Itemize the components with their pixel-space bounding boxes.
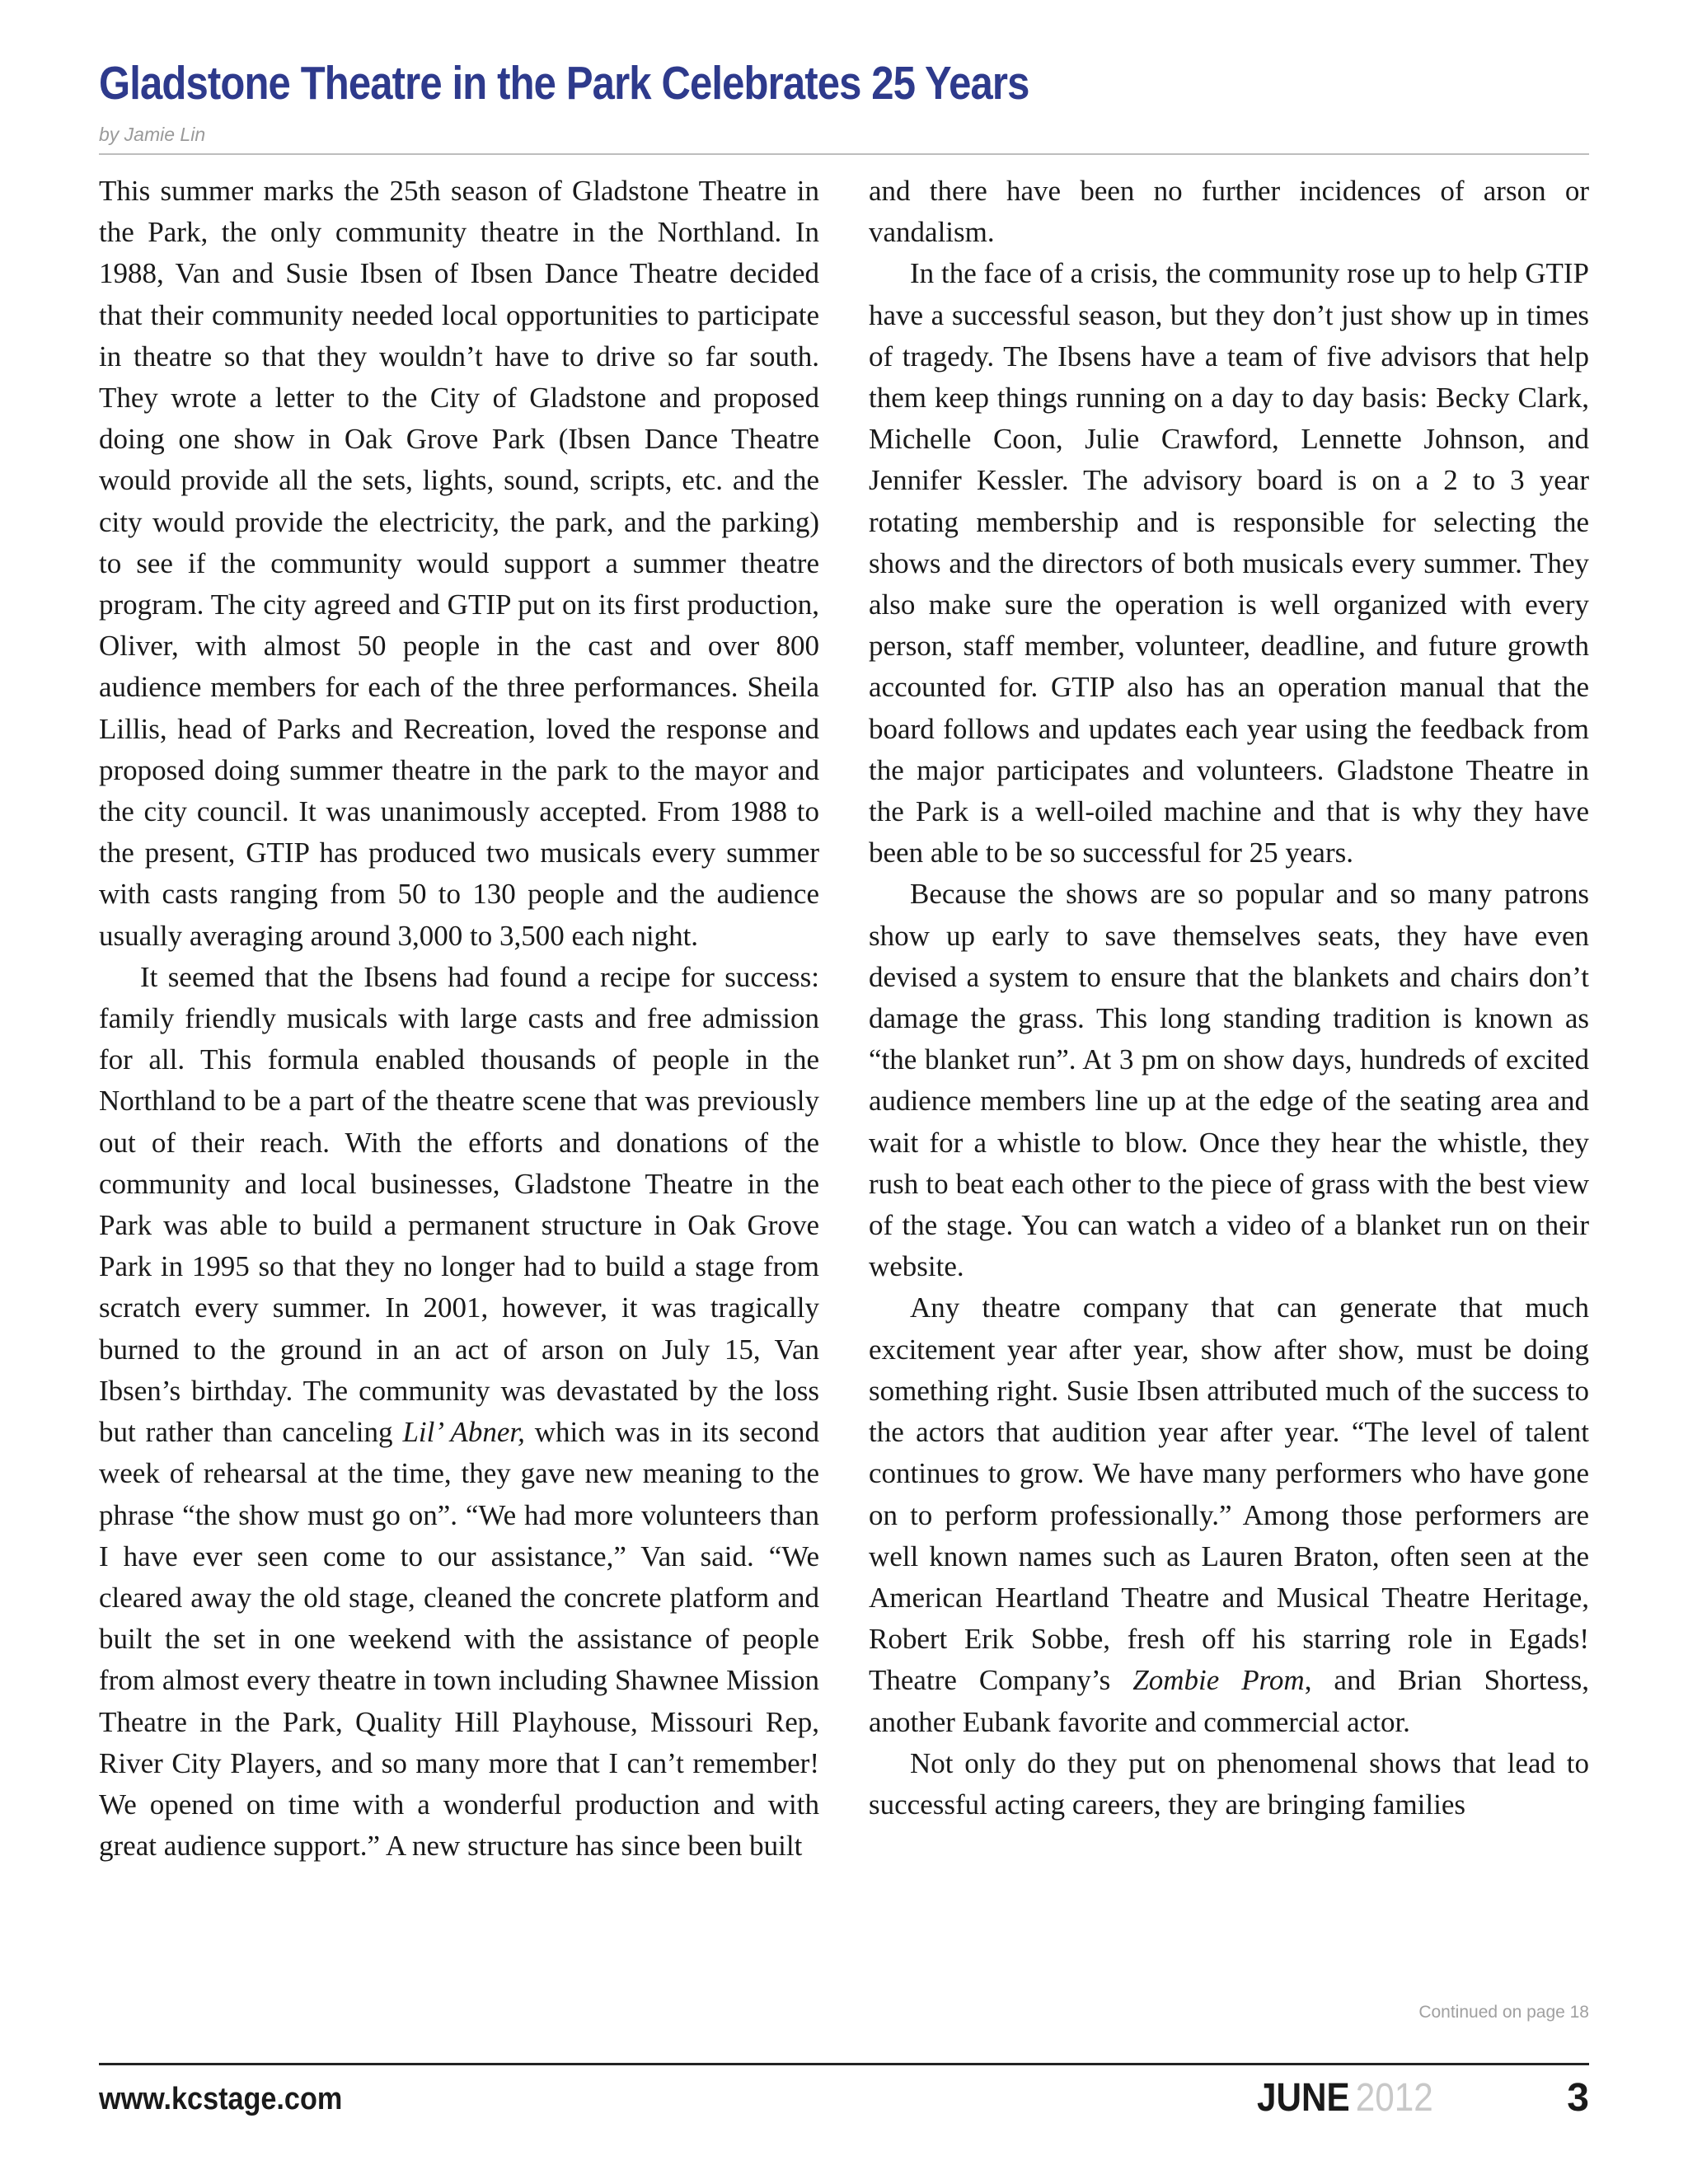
website-url[interactable]: www.kcstage.com — [99, 2082, 343, 2116]
issue-year: 2012 — [1355, 2076, 1433, 2120]
paragraph — [869, 1287, 1589, 1742]
article-title: Gladstone Theatre in the Park Celebrates 25 Years — [99, 57, 1029, 110]
footer-divider — [99, 2063, 1589, 2065]
show-title: Lil’ Abner, — [402, 1416, 525, 1449]
continued-note: Continued on page 18 — [1418, 2003, 1589, 2022]
paragraph: In the face of a crisis, the community rose up to help GTIP have a successful season, but they don’t just show up in times of tragedy. The Ibsens have a team of five advisors that help them keep things running on a day to day basis: Becky Clark, Michelle Coon, Julie Crawford, Lennette Johnson, and Jennifer Kessler. The advisory board is on a 2 to 3 year rotating membership and is responsible for selecting the shows and the directors of both musicals every summer. They also make sure the operation is well organized with every person, staff member, volunteer, deadline, and future growth accounted for. GTIP also has an operation manual that the board follows and updates each year using the feedback from the major participates and volunteers. Gladstone Theatre in the Park is a well-oiled machine and that is why they have been able to be so successful for 25 years. — [869, 257, 1589, 869]
paragraph-text: , and Brian Shortess, another Eubank favorite and commercial actor. — [869, 1664, 1590, 1738]
paragraph-text: Any theatre company that can generate that much excitement year after year, show after show, must be doing something right. Susie Ibsen attributed much of the success to the actors that audition year after year. “The level of talent continues to grow. We have many performers who have gone on to perform professionally.” Among those performers are well known names such as Lauren Braton, often seen at the American Heartland Theatre and Musical Theatre Heritage, Robert Erik Sobbe, fresh off his starring role in Egads! Theatre Company’s — [869, 1291, 1589, 1697]
paragraph — [99, 957, 819, 1867]
issue-month: JUNE — [1257, 2076, 1350, 2120]
paragraph: Not only do they put on phenomenal shows that lead to successful acting careers, they are bringing families — [869, 1746, 1589, 1821]
paragraph: Because the shows are so popular and so many patrons show up early to save themselves seats, they have even devised a system to ensure that the blankets and chairs don’t damage the grass. This long standing tradition is known as “the blanket run”. At 3 pm on show days, hundreds of excited audience members line up at the edge of the seating area and wait for a whistle to blow. Once they hear the whistle, they rush to beat each other to the piece of grass with the best view of the stage. You can watch a video of a blanket run on their website. — [869, 878, 1589, 1283]
show-title: Zombie Prom — [1132, 1664, 1305, 1697]
article-column-right — [869, 171, 1589, 1825]
paragraph-text: It seemed that the Ibsens had found a recipe for success: family friendly musicals with large casts and free admission for all. This formula enabled thousands of people in the Northland to be a part of the theatre scene that was previously out of their reach. With the efforts and donations of the community and local businesses, Gladstone Theatre in the Park was able to build a permanent structure in Oak Grove Park in 1995 so that they no longer had to build a stage from scratch every summer. In 2001, however, it was tragically burned to the ground in an act of arson on July 15, Van Ibsen’s birthday. The community was devastated by the loss but rather than canceling — [99, 960, 819, 1449]
page-number: 3 — [1567, 2076, 1589, 2120]
issue-date — [1257, 2075, 1433, 2121]
paragraph: This summer marks the 25th season of Gladstone Theatre in the Park, the only community theatre in the Northland. In 1988, Van and Susie Ibsen of Ibsen Dance Theatre decided that their community needed local opportunities to participate in theatre so that they wouldn’t have to drive so far south. They wrote a letter to the City of Gladstone and proposed doing one show in Oak Grove Park (Ibsen Dance Theatre would provide all the sets, lights, sound, scripts, etc. and the city would provide the electricity, the park, and the parking) to see if the community would support a summer theatre program. The city agreed and GTIP put on its first production, Oliver, with almost 50 people in the cast and over 800 audience members for each of the three performances. Sheila Lillis, head of Parks and Recreation, loved the response and proposed doing summer theatre in the park to the mayor and the city council. It was unanimously accepted. From 1988 to the present, GTIP has produced two musicals every summer with casts ranging from 50 to 130 people and the audience usually averaging around 3,000 to 3,500 each night. — [99, 175, 819, 952]
paragraph: and there have been no further incidences of arson or vandalism. — [869, 175, 1589, 249]
byline: by Jamie Lin — [99, 124, 206, 145]
article-column-left — [99, 171, 819, 1867]
header-divider — [99, 153, 1589, 155]
paragraph-text: which was in its second week of rehearsal at the time, they gave new meaning to the phrase “the show must go on”. “We had more volunteers than I have ever seen come to our assistance,” Van said. “We cleared away the old stage, cleaned the concrete platform and built the set in one weekend with the assistance of people from almost every theatre in town including Shawnee Mission Theatre in the Park, Quality Hill Playhouse, Missouri Rep, River City Players, and so many more that I can’t remember! We opened on time with a wonderful production and with great audience support.” A new structure has since been built — [99, 1416, 819, 1863]
